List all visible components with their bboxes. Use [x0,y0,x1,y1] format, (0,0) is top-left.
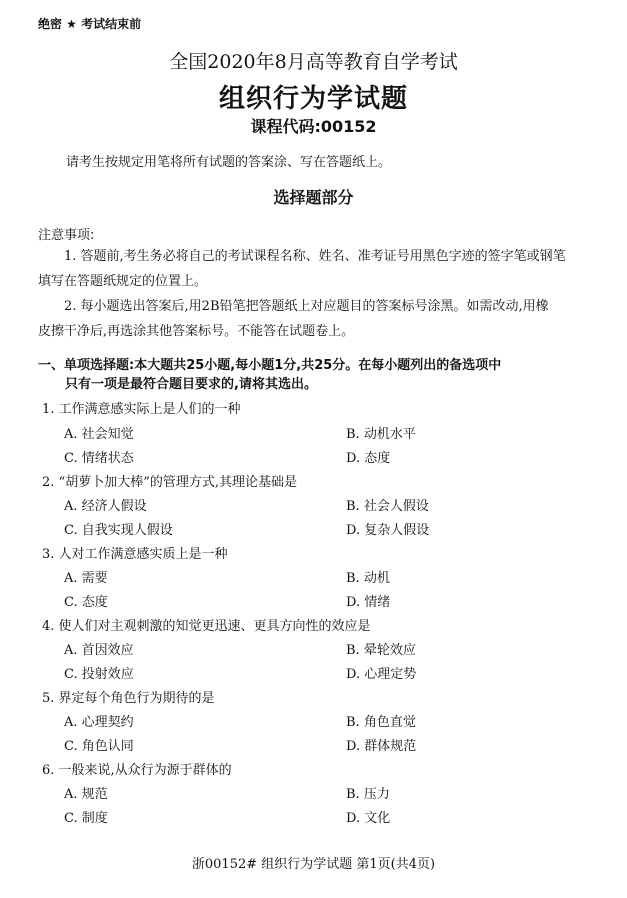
question-stem: 人对工作满意感实质上是一种 [58,547,228,562]
question-2 [42,471,297,490]
q2-option-d: D. 复杂人假设 [346,523,430,538]
q5-option-a: A. 心理契约 [64,715,134,730]
question-stem: 一般来说,从众行为源于群体的 [58,763,232,778]
notice-item-2-line2: 皮擦干净后,再选涂其他答案标号。不能答在试题卷上。 [38,324,355,339]
q5-option-d: D. 群体规范 [346,739,417,754]
q4-option-a: A. 首因效应 [64,643,134,658]
q1-option-c: C. 情绪状态 [64,451,134,466]
question-6 [42,759,232,778]
q2-option-b: B. 社会人假设 [346,499,429,514]
q6-option-d: D. 文化 [346,811,391,826]
notice-item-1-line2: 填写在答题纸规定的位置上。 [38,274,208,289]
secret-mark: 绝密 ★ 考试结束前 [38,17,142,31]
notice-item-1 [38,244,598,294]
q4-option-d: D. 心理定势 [346,667,417,682]
part-one-heading-line2: 只有一项是最符合题目要求的,请将其选出。 [65,377,317,392]
notice-title: 注意事项: [38,228,95,243]
question-3 [42,543,228,562]
question-number: 3. [42,547,55,562]
part-one-heading-line1: 一、单项选择题:本大题共25小题,每小题1分,共25分。在每小题列出的备选项中 [38,358,502,373]
q4-option-c: C. 投射效应 [64,667,134,682]
q3-option-b: B. 动机 [346,571,390,586]
q1-option-b: B. 动机水平 [346,427,416,442]
section-title: 选择题部分 [273,188,354,207]
q1-option-d: D. 态度 [346,451,391,466]
question-number: 5. [42,691,55,706]
answer-instruction: 请考生按规定用笔将所有试题的答案涂、写在答题纸上。 [66,155,392,170]
question-stem: 使人们对主观刺激的知觉更迅速、更具方向性的效应是 [58,619,371,634]
part-one-heading [38,356,598,394]
q4-option-b: B. 晕轮效应 [346,643,416,658]
question-number: 1. [42,402,55,417]
question-number: 6. [42,763,55,778]
question-stem: 工作满意感实际上是人们的一种 [58,402,241,417]
question-4 [42,615,371,634]
q3-option-c: C. 态度 [64,595,108,610]
q6-option-a: A. 规范 [64,787,108,802]
q1-option-a: A. 社会知觉 [64,427,134,442]
q5-option-b: B. 角色直觉 [346,715,416,730]
question-stem: “胡萝卜加大棒”的管理方式,其理论基础是 [58,475,297,490]
page-footer: 浙00152# 组织行为学试题 第1页(共4页) [191,857,436,872]
q2-option-c: C. 自我实现人假设 [64,523,173,538]
question-number: 4. [42,619,55,634]
notice-item-2-line1: 2. 每小题选出答案后,用2B铅笔把答题纸上对应题目的答案标号涂黑。如需改动,用橡 [64,299,549,314]
question-1 [42,398,241,417]
notice-item-1-line1: 1. 答题前,考生务必将自己的考试课程名称、姓名、准考证号用黑色字迹的签字笔或钢笔 [64,249,566,264]
notice-item-2 [38,294,598,344]
course-code: 课程代码:00152 [250,117,377,136]
q5-option-c: C. 角色认同 [64,739,134,754]
question-5 [42,687,215,706]
q2-option-a: A. 经济人假设 [64,499,147,514]
subject-title: 组织行为学试题 [218,84,408,114]
question-stem: 界定每个角色行为期待的是 [58,691,215,706]
q6-option-c: C. 制度 [64,811,108,826]
q3-option-d: D. 情绪 [346,595,391,610]
q6-option-b: B. 压力 [346,787,390,802]
q3-option-a: A. 需要 [64,571,108,586]
exam-title: 全国2020年8月高等教育自学考试 [169,51,458,73]
question-number: 2. [42,475,55,490]
